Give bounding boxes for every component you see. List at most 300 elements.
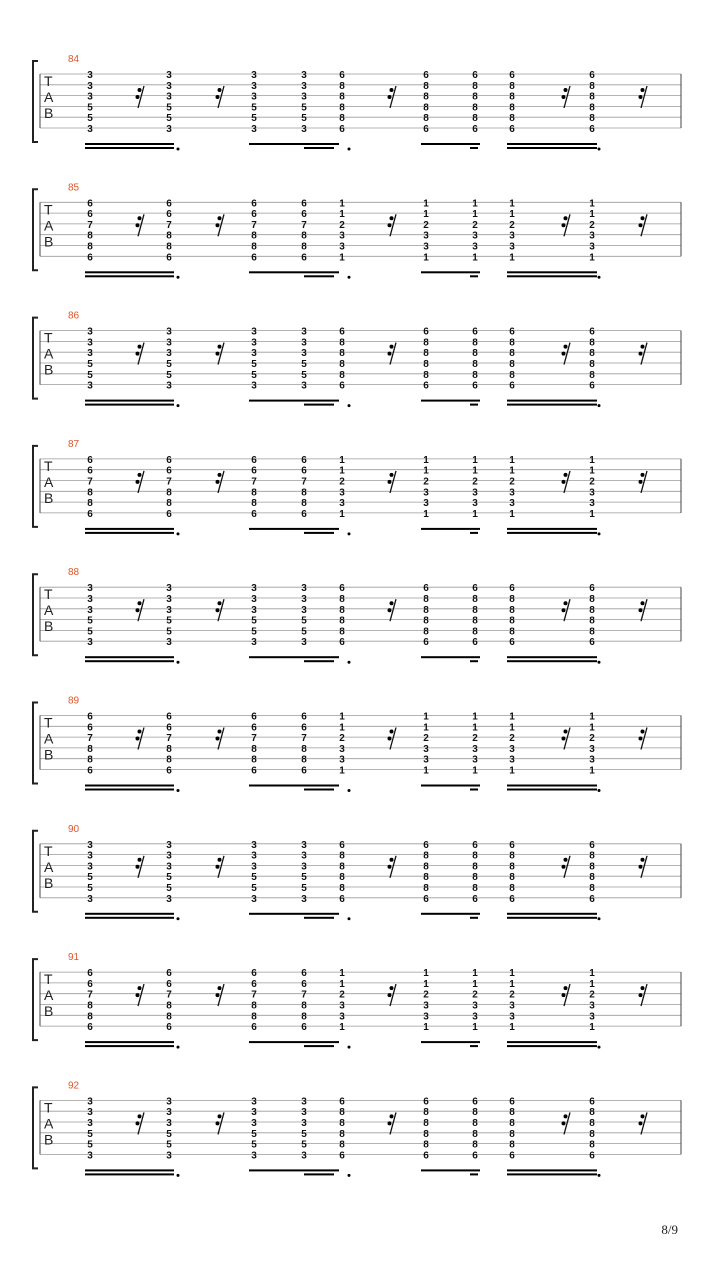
fret-number: 8	[423, 604, 429, 616]
fret-number: 1	[423, 765, 429, 777]
fret-number: 3	[166, 1096, 172, 1108]
tab-clef-letter: A	[44, 987, 54, 1004]
fret-number: 1	[472, 465, 478, 477]
fret-number: 3	[301, 91, 307, 103]
beam	[85, 917, 174, 919]
fret-number: 1	[509, 1022, 515, 1034]
rest-dot	[641, 986, 645, 990]
dot	[177, 404, 180, 407]
system-bracket	[33, 318, 38, 399]
fret-number: 8	[423, 594, 429, 605]
rest-dot	[218, 88, 222, 92]
fret-number: 5	[166, 369, 172, 381]
fret-number: 5	[301, 102, 307, 114]
fret-number: 8	[589, 348, 595, 360]
fret-number: 8	[509, 1118, 515, 1129]
rest-dot	[562, 352, 566, 356]
fret-number: 3	[339, 230, 345, 242]
fret-number: 6	[166, 198, 172, 210]
fret-number: 8	[423, 369, 429, 381]
fret-number: 3	[251, 594, 257, 605]
fret-number: 8	[423, 80, 429, 92]
beam	[507, 1173, 597, 1175]
rest-dot	[564, 473, 568, 477]
fret-number: 1	[509, 722, 515, 734]
rest-dot	[562, 1121, 566, 1125]
fret-number: 6	[509, 893, 515, 905]
beam	[470, 660, 478, 662]
fret-number: 6	[589, 1096, 595, 1108]
fret-number: 6	[509, 326, 515, 338]
fret-number: 8	[87, 230, 93, 242]
rest-dot	[218, 216, 222, 220]
fret-number: 6	[251, 508, 257, 520]
fret-number: 3	[589, 754, 595, 766]
fret-number: 8	[301, 754, 307, 766]
dot	[348, 404, 351, 407]
fret-number: 8	[509, 615, 515, 627]
fret-number: 8	[166, 230, 172, 242]
fret-number: 1	[339, 252, 345, 264]
beam	[85, 143, 174, 145]
fret-number: 3	[166, 604, 172, 616]
rest-dot	[138, 473, 142, 477]
fret-number: 7	[251, 989, 257, 1001]
fret-number: 6	[589, 124, 595, 135]
fret-number: 3	[87, 604, 93, 616]
fret-number: 8	[509, 337, 515, 349]
fret-number: 3	[472, 241, 478, 253]
beam	[507, 143, 597, 145]
fret-number: 6	[589, 1150, 595, 1162]
fret-number: 5	[251, 359, 257, 370]
rest-dot	[218, 730, 222, 734]
fret-number: 6	[301, 209, 307, 221]
fret-number: 6	[301, 465, 307, 477]
fret-number: 1	[589, 252, 595, 264]
fret-number: 6	[472, 1096, 478, 1108]
fret-number: 8	[589, 626, 595, 638]
beam	[85, 1041, 174, 1043]
fret-number: 5	[87, 626, 93, 638]
fret-number: 8	[423, 850, 429, 862]
rest-dot	[562, 223, 566, 227]
fret-number: 8	[166, 1000, 172, 1012]
tab-clef-letter: B	[44, 618, 54, 635]
beam	[85, 147, 174, 149]
dot	[177, 1174, 180, 1177]
fret-number: 3	[166, 850, 172, 862]
tab-system	[33, 696, 681, 793]
measure-number: 87	[68, 438, 80, 450]
fret-number: 6	[339, 637, 345, 649]
fret-number: 8	[589, 594, 595, 605]
tab-clef-letter: B	[44, 874, 54, 891]
fret-number: 5	[251, 883, 257, 894]
fret-number: 1	[509, 252, 515, 264]
rest-dot	[641, 730, 645, 734]
fret-number: 6	[87, 1022, 93, 1034]
fret-number: 3	[589, 1011, 595, 1023]
fret-number: 8	[423, 359, 429, 370]
fret-number: 3	[339, 1000, 345, 1012]
fret-number: 8	[472, 604, 478, 616]
fret-number: 6	[87, 454, 93, 466]
measure-number: 92	[68, 1080, 80, 1092]
tab-clef-letter: B	[44, 489, 54, 506]
fret-number: 3	[339, 241, 345, 253]
fret-number: 3	[423, 754, 429, 766]
fret-number: 8	[589, 861, 595, 873]
fret-number: 3	[251, 893, 257, 905]
tab-clef-letter: B	[44, 1003, 54, 1020]
rest-dot	[218, 345, 222, 349]
fret-number: 6	[301, 711, 307, 723]
fret-number: 3	[251, 380, 257, 392]
fret-number: 1	[339, 722, 345, 734]
beam	[507, 660, 597, 662]
fret-number: 6	[251, 722, 257, 734]
fret-number: 8	[339, 359, 345, 370]
fret-number: 8	[339, 1107, 345, 1119]
beam	[304, 404, 334, 406]
fret-number: 2	[509, 989, 515, 1001]
fret-number: 5	[166, 626, 172, 638]
fret-number: 8	[472, 348, 478, 360]
fret-number: 3	[251, 1096, 257, 1108]
fret-number: 5	[166, 359, 172, 370]
fret-number: 3	[251, 604, 257, 616]
dot	[598, 532, 601, 535]
fret-number: 3	[166, 839, 172, 851]
rest-dot	[138, 88, 142, 92]
rest-dot	[136, 865, 140, 869]
fret-number: 6	[87, 252, 93, 264]
fret-number: 1	[472, 1022, 478, 1034]
fret-number: 3	[301, 594, 307, 605]
fret-number: 5	[87, 1139, 93, 1151]
fret-number: 1	[509, 198, 515, 210]
fret-number: 8	[509, 626, 515, 638]
fret-number: 6	[509, 1096, 515, 1108]
fret-number: 7	[301, 219, 307, 231]
fret-number: 8	[589, 883, 595, 894]
fret-number: 8	[301, 498, 307, 510]
beam	[507, 656, 597, 658]
fret-number: 3	[472, 754, 478, 766]
fret-number: 8	[589, 604, 595, 616]
beam	[85, 404, 174, 406]
tab-clef-letter: A	[44, 602, 54, 619]
fret-number: 3	[423, 1011, 429, 1023]
fret-number: 3	[301, 124, 307, 135]
fret-number: 3	[251, 583, 257, 595]
fret-number: 3	[251, 1118, 257, 1129]
fret-number: 6	[589, 583, 595, 595]
rest-dot	[136, 95, 140, 99]
fret-number: 8	[509, 850, 515, 862]
beam	[304, 532, 334, 534]
fret-number: 2	[339, 989, 345, 1001]
fret-number: 3	[509, 241, 515, 253]
fret-number: 2	[472, 733, 478, 745]
fret-number: 3	[472, 498, 478, 510]
rest-dot	[136, 352, 140, 356]
rest-dot	[641, 88, 645, 92]
fret-number: 8	[339, 113, 345, 125]
beam	[421, 400, 480, 402]
rest-dot	[639, 480, 643, 484]
fret-number: 3	[472, 743, 478, 755]
fret-number: 8	[472, 626, 478, 638]
dot	[598, 661, 601, 664]
fret-number: 8	[87, 241, 93, 253]
rest-dot	[216, 95, 220, 99]
fret-number: 1	[339, 1022, 345, 1034]
fret-number: 7	[87, 733, 93, 745]
fret-number: 8	[87, 743, 93, 755]
fret-number: 8	[423, 1139, 429, 1151]
beam	[85, 528, 174, 530]
fret-number: 7	[301, 733, 307, 745]
system-bracket	[33, 61, 38, 142]
fret-number: 6	[166, 209, 172, 221]
fret-number: 1	[589, 765, 595, 777]
fret-number: 1	[589, 968, 595, 980]
fret-number: 3	[87, 861, 93, 873]
fret-number: 1	[472, 978, 478, 990]
fret-number: 2	[472, 219, 478, 231]
tab-system	[33, 439, 681, 536]
fret-number: 2	[339, 476, 345, 488]
fret-number: 3	[251, 1150, 257, 1162]
fret-number: 6	[301, 508, 307, 520]
dot	[598, 789, 601, 792]
fret-number: 1	[509, 711, 515, 723]
fret-number: 3	[87, 1107, 93, 1119]
fret-number: 3	[87, 80, 93, 92]
beam	[421, 913, 480, 915]
fret-number: 8	[423, 102, 429, 114]
beam	[421, 143, 480, 145]
fret-number: 6	[472, 893, 478, 905]
dot	[348, 1046, 351, 1049]
beam	[470, 789, 478, 791]
beam	[85, 913, 174, 915]
fret-number: 3	[87, 839, 93, 851]
fret-number: 8	[339, 604, 345, 616]
fret-number: 6	[472, 1150, 478, 1162]
fret-number: 8	[339, 883, 345, 894]
fret-number: 1	[589, 454, 595, 466]
fret-number: 6	[87, 198, 93, 210]
fret-number: 3	[251, 326, 257, 338]
fret-number: 3	[87, 594, 93, 605]
rest-dot	[216, 737, 220, 741]
fret-number: 6	[589, 70, 595, 81]
fret-number: 1	[509, 209, 515, 221]
beam	[249, 656, 339, 658]
beam	[304, 1173, 334, 1175]
fret-number: 3	[301, 70, 307, 81]
fret-number: 8	[87, 487, 93, 499]
fret-number: 7	[301, 476, 307, 488]
fret-number: 6	[423, 124, 429, 135]
fret-number: 1	[423, 209, 429, 221]
tab-system	[33, 952, 681, 1049]
fret-number: 8	[339, 1118, 345, 1129]
tab-clef-letter: T	[44, 73, 53, 89]
fret-number: 3	[87, 1096, 93, 1108]
beam	[249, 143, 339, 145]
rest-dot	[218, 1114, 222, 1118]
fret-number: 1	[509, 465, 515, 477]
fret-number: 5	[301, 1128, 307, 1140]
rest-dot	[639, 1121, 643, 1125]
beam	[249, 400, 339, 402]
rest-dot	[218, 986, 222, 990]
rest-dot	[218, 601, 222, 605]
fret-number: 8	[301, 241, 307, 253]
fret-number: 2	[472, 476, 478, 488]
beam	[507, 1045, 597, 1047]
fret-number: 3	[166, 583, 172, 595]
beam	[304, 147, 334, 149]
fret-number: 3	[301, 583, 307, 595]
fret-number: 2	[509, 476, 515, 488]
beam	[249, 913, 339, 915]
measure-number: 89	[68, 695, 80, 707]
beam	[304, 789, 334, 791]
fret-number: 6	[423, 893, 429, 905]
fret-number: 2	[423, 219, 429, 231]
fret-number: 6	[339, 1150, 345, 1162]
fret-number: 8	[251, 1000, 257, 1012]
beam	[304, 1045, 334, 1047]
rest-dot	[564, 88, 568, 92]
fret-number: 6	[423, 1150, 429, 1162]
fret-number: 1	[509, 968, 515, 980]
fret-number: 8	[423, 1128, 429, 1140]
fret-number: 3	[87, 1150, 93, 1162]
rest-dot	[562, 480, 566, 484]
fret-number: 2	[589, 219, 595, 231]
fret-number: 2	[589, 989, 595, 1001]
fret-number: 3	[301, 839, 307, 851]
fret-number: 5	[251, 102, 257, 114]
rest-dot	[641, 345, 645, 349]
rest-dot	[639, 95, 643, 99]
fret-number: 3	[166, 337, 172, 349]
rest-dot	[136, 223, 140, 227]
rest-dot	[138, 858, 142, 862]
fret-number: 8	[423, 1118, 429, 1129]
fret-number: 7	[166, 989, 172, 1001]
rest-dot	[390, 1114, 394, 1118]
fret-number: 6	[509, 124, 515, 135]
tab-clef-letter: T	[44, 842, 53, 859]
tab-clef-letter: T	[44, 714, 53, 731]
fret-number: 3	[339, 754, 345, 766]
beam	[507, 271, 597, 273]
fret-number: 3	[166, 326, 172, 338]
fret-number: 5	[166, 1139, 172, 1151]
fret-number: 3	[251, 80, 257, 92]
rest-dot	[388, 223, 392, 227]
fret-number: 3	[509, 1011, 515, 1023]
fret-number: 8	[423, 861, 429, 873]
fret-number: 5	[301, 872, 307, 884]
dot	[177, 276, 180, 279]
fret-number: 8	[339, 872, 345, 884]
rest-dot	[564, 858, 568, 862]
fret-number: 3	[166, 380, 172, 392]
fret-number: 5	[87, 102, 93, 114]
fret-number: 8	[166, 241, 172, 253]
fret-number: 8	[339, 861, 345, 873]
tab-clef-letter: A	[44, 858, 54, 875]
rest-dot	[564, 601, 568, 605]
fret-number: 3	[87, 337, 93, 349]
fret-number: 6	[301, 978, 307, 990]
fret-number: 1	[472, 252, 478, 264]
fret-number: 3	[87, 583, 93, 595]
beam	[85, 789, 174, 791]
beam	[470, 917, 478, 919]
fret-number: 6	[472, 637, 478, 649]
fret-number: 8	[251, 487, 257, 499]
fret-number: 5	[301, 113, 307, 125]
fret-number: 6	[423, 326, 429, 338]
beam	[85, 275, 174, 277]
fret-number: 3	[509, 230, 515, 242]
fret-number: 8	[509, 348, 515, 360]
fret-number: 3	[301, 1107, 307, 1119]
fret-number: 3	[166, 1107, 172, 1119]
fret-number: 8	[472, 1118, 478, 1129]
system-bracket	[33, 1087, 38, 1168]
fret-number: 6	[339, 583, 345, 595]
rest-dot	[639, 865, 643, 869]
fret-number: 6	[251, 198, 257, 210]
beam	[507, 404, 597, 406]
fret-number: 8	[509, 113, 515, 125]
fret-number: 1	[472, 711, 478, 723]
fret-number: 6	[251, 209, 257, 221]
tab-clef-letter: A	[44, 345, 54, 362]
fret-number: 1	[423, 508, 429, 520]
fret-number: 1	[339, 508, 345, 520]
tab-clef-letter: B	[44, 233, 54, 250]
rest-dot	[136, 993, 140, 997]
fret-number: 8	[166, 743, 172, 755]
tab-clef-letter: B	[44, 105, 54, 121]
fret-number: 6	[87, 968, 93, 980]
fret-number: 8	[423, 883, 429, 894]
fret-number: 3	[251, 861, 257, 873]
rest-dot	[564, 730, 568, 734]
fret-number: 3	[251, 348, 257, 360]
fret-number: 3	[251, 337, 257, 349]
fret-number: 8	[589, 1107, 595, 1119]
fret-number: 1	[589, 1022, 595, 1034]
rest-dot	[562, 993, 566, 997]
fret-number: 2	[423, 989, 429, 1001]
fret-number: 1	[472, 198, 478, 210]
fret-number: 1	[339, 209, 345, 221]
fret-number: 5	[87, 113, 93, 125]
fret-number: 1	[423, 711, 429, 723]
